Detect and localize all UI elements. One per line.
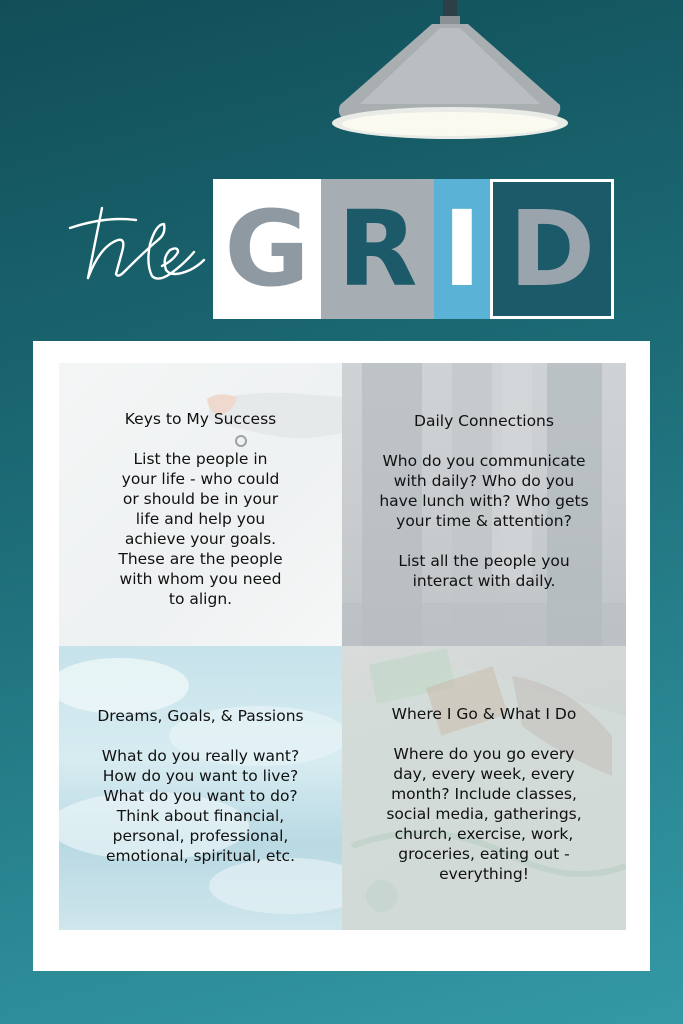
logo-letter-d: D	[490, 179, 614, 319]
body-line: groceries, eating out -	[398, 845, 570, 863]
body-line: List the people in	[133, 450, 268, 468]
body-line: achieve your goals.	[124, 530, 277, 548]
body-line: everything!	[439, 865, 529, 883]
body-line: personal, professional,	[112, 827, 289, 845]
quadrant-where-i-go	[342, 646, 626, 930]
quadrant-title: Dreams, Goals, & Passions	[97, 707, 304, 725]
body-line: or should be in your	[122, 490, 279, 508]
body-line: with daily? Who do you	[393, 472, 575, 490]
grid-card	[33, 341, 650, 971]
body-line: interact with daily.	[412, 572, 556, 590]
logo-letter-r: R	[321, 179, 434, 319]
grid-logo	[213, 179, 614, 319]
quadrant-title: Where I Go & What I Do	[391, 705, 577, 723]
quadrant-daily-connections	[342, 363, 626, 646]
quadrant-grid	[59, 363, 626, 930]
body-line: with whom you need	[119, 570, 282, 588]
logo-letter-i: I	[434, 179, 490, 319]
body-line: day, every week, every	[393, 765, 575, 783]
body-line: social media, gatherings,	[386, 805, 582, 823]
body-line: List all the people you	[398, 552, 570, 570]
body-line: emotional, spiritual, etc.	[106, 847, 295, 865]
logo-letter-g: G	[213, 179, 321, 319]
body-line: These are the people	[118, 550, 283, 568]
quadrant-title: Keys to My Success	[124, 410, 277, 428]
body-line: your life - who could	[121, 470, 280, 488]
body-line: Who do you communicate	[382, 452, 586, 470]
body-line: your time & attention?	[396, 512, 572, 530]
body-line: What do you want to do?	[103, 787, 298, 805]
quadrant-title: Daily Connections	[414, 412, 554, 430]
body-line: life and help you	[135, 510, 266, 528]
body-line: What do you really want?	[101, 747, 300, 765]
body-line: church, exercise, work,	[394, 825, 574, 843]
quadrant-keys-to-success	[59, 363, 342, 646]
body-line: have lunch with? Who gets	[379, 492, 589, 510]
body-line: How do you want to live?	[102, 767, 299, 785]
body-line: month? Include classes,	[391, 785, 577, 803]
body-line: Think about financial,	[116, 807, 285, 825]
quadrant-dreams-goals	[59, 646, 342, 930]
body-line: Where do you go every	[393, 745, 575, 763]
the-script-logo	[66, 190, 206, 295]
pendant-lamp-illustration	[0, 0, 683, 150]
body-line: to align.	[168, 590, 233, 608]
